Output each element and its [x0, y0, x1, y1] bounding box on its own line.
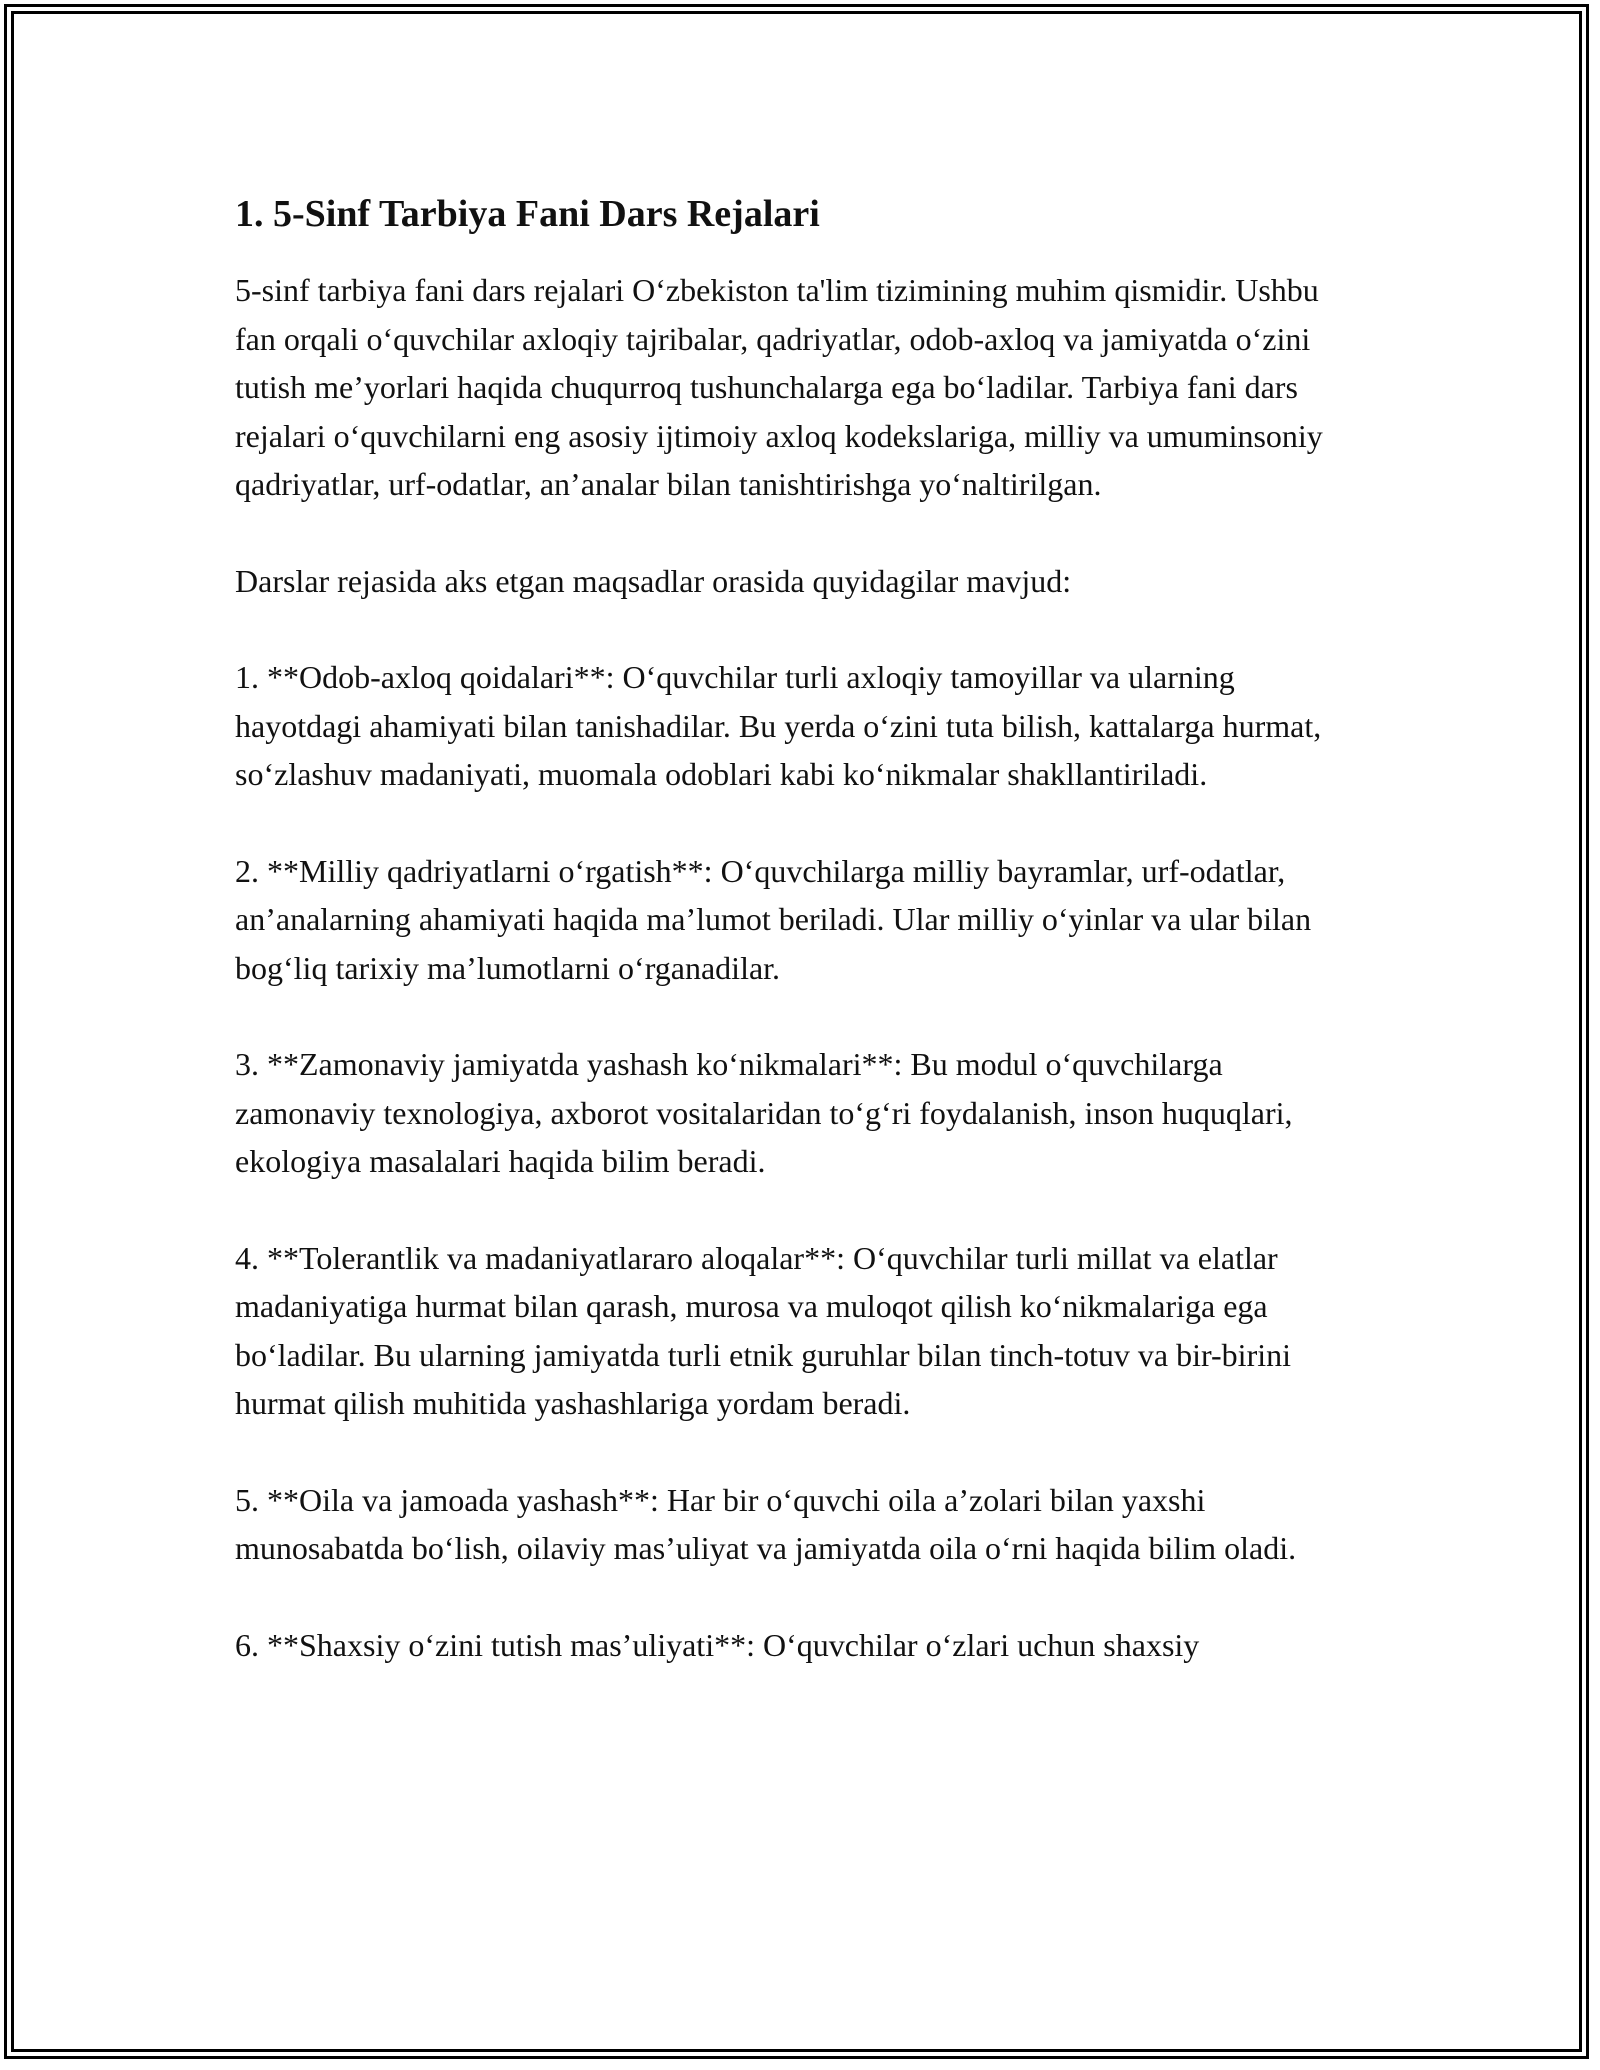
goal-item-5: 5. **Oila va jamoada yashash**: Har bir o‘quvchi oila a’zolari bilan yaxshi munosabatda bo‘lish, oilaviy mas’uliyat va jamiyatda oila o‘rni haqida bilim oladi. [235, 1481, 1297, 1566]
goal-item-4: 4. **Tolerantlik va madaniyatlararo aloqalar**: O‘quvchilar turli millat va elatlar madaniyatiga hurmat bilan qarash, murosa va muloqot qilish ko‘nikmalariga ega bo‘ladilar. Bu ularning jamiyatda turli etnik guruhlar bilan tinch-totuv va bir-birini hurmat qilish muhitida yashashlariga yordam beradi. [235, 1239, 1291, 1421]
goal-item-2: 2. **Milliy qadriyatlarni o‘rgatish**: O‘quvchilarga milliy bayramlar, urf-odatlar, an’analarning ahamiyati haqida ma’lumot beriladi. Ular milliy o‘yinlar va ular bilan bog‘liq tarixiy ma’lumotlarni o‘rganadilar. [235, 852, 1312, 986]
goal-item-1: 1. **Odob-axloq qoidalari**: O‘quvchilar turli axloqiy tamoyillar va ularning hayotdagi ahamiyati bilan tanishadilar. Bu yerda o‘zini tuta bilish, kattalarga hurmat, so‘zlashuv madaniyati, muomala odoblari kabi ko‘nikmalar shakllantiriladi. [235, 659, 1322, 792]
goals-intro-paragraph: Darslar rejasida aks etgan maqsadlar orasida quyidagilar mavjud: [235, 562, 1072, 599]
intro-paragraph: 5-sinf tarbiya fani dars rejalari O‘zbekiston ta'lim tizimining muhim qismidir. Ushbu fan orqali o‘quvchilar axloqiy tajribalar, qadriyatlar, odob-axloq va jamiyatda o‘zini tutish me’yorlari haqida chuqurroq tushunchalarga ega bo‘ladilar. Tarbiya fani dars rejalari o‘quvchilarni eng asosiy ijtimoiy axloq kodekslariga, milliy va umuminsoniy qadriyatlar, urf-odatlar, an’analar bilan tanishtirishga yo‘naltirilgan. [235, 272, 1323, 502]
document-body [235, 182, 1365, 1669]
goal-item-6: 6. **Shaxsiy o‘zini tutish mas’uliyati**: O‘quvchilar o‘zlari uchun shaxsiy [235, 1626, 1200, 1663]
document-title: 1. 5-Sinf Tarbiya Fani Dars Rejalari [235, 193, 820, 235]
goal-item-3: 3. **Zamonaviy jamiyatda yashash ko‘nikmalari**: Bu modul o‘quvchilarga zamonaviy texnologiya, axborot vositalaridan to‘g‘ri foydalanish, inson huquqlari, ekologiya masalalari haqida bilim beradi. [235, 1046, 1293, 1179]
